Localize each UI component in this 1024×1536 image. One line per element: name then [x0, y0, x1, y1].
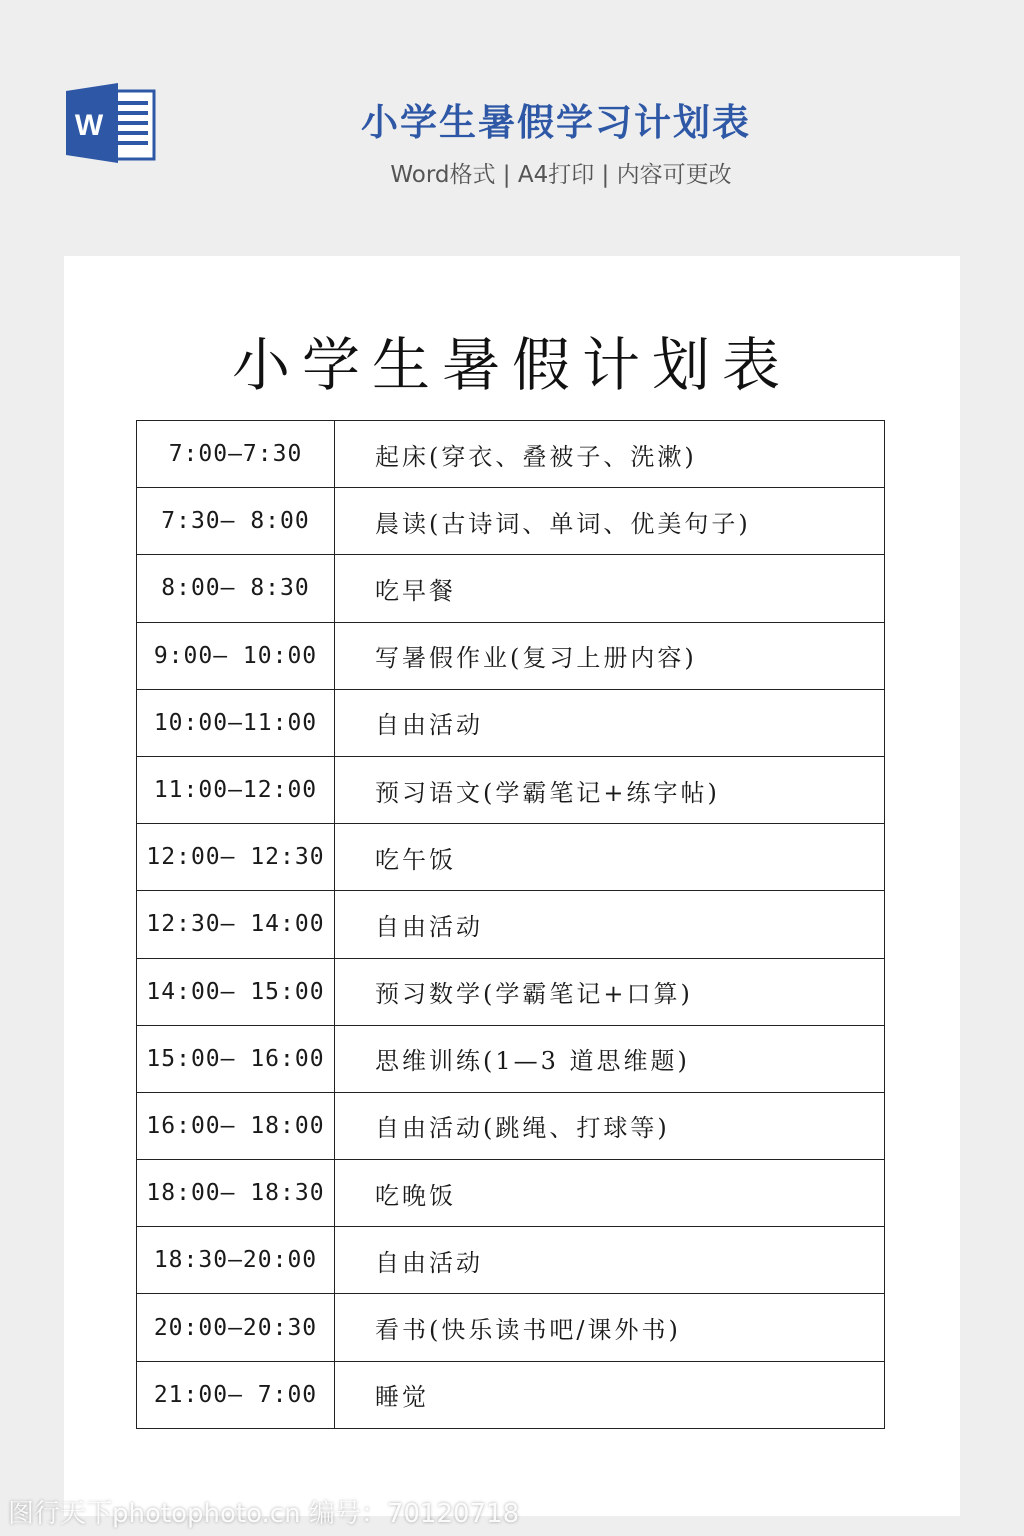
table-row	[137, 958, 885, 1025]
table-row	[137, 421, 885, 488]
time-cell: 8:00— 8:30	[137, 555, 335, 622]
time-cell: 20:00—20:30	[137, 1294, 335, 1361]
word-icon-letter: W	[74, 109, 104, 142]
time-cell: 9:00— 10:00	[137, 622, 335, 689]
time-cell: 15:00— 16:00	[137, 1025, 335, 1092]
activity-cell: 睡觉	[335, 1361, 885, 1428]
activity-cell: 自由活动	[335, 689, 885, 756]
table-row	[137, 1025, 885, 1092]
activity-cell: 自由活动(跳绳、打球等)	[335, 1092, 885, 1159]
activity-cell: 看书(快乐读书吧/课外书)	[335, 1294, 885, 1361]
activity-cell: 吃晚饭	[335, 1160, 885, 1227]
table-row	[137, 1160, 885, 1227]
schedule-table	[136, 420, 885, 1429]
time-cell: 14:00— 15:00	[137, 958, 335, 1025]
activity-cell: 预习数学(学霸笔记+口算)	[335, 958, 885, 1025]
activity-cell: 思维训练(1—3 道思维题)	[335, 1025, 885, 1092]
time-cell: 12:00— 12:30	[137, 824, 335, 891]
activity-cell: 起床(穿衣、叠被子、洗漱)	[335, 421, 885, 488]
table-row	[137, 488, 885, 555]
activity-cell: 自由活动	[335, 891, 885, 958]
activity-cell: 吃早餐	[335, 555, 885, 622]
watermark: 图行天下photophoto.cn 编号：70120718	[8, 1499, 520, 1529]
activity-cell: 写暑假作业(复习上册内容)	[335, 622, 885, 689]
table-row	[137, 622, 885, 689]
time-cell: 10:00—11:00	[137, 689, 335, 756]
activity-cell: 自由活动	[335, 1227, 885, 1294]
table-row	[137, 1294, 885, 1361]
time-cell: 7:30— 8:00	[137, 488, 335, 555]
table-row	[137, 756, 885, 823]
header-subtitle: Word格式 | A4打印 | 内容可更改	[390, 162, 732, 188]
activity-cell: 晨读(古诗词、单词、优美句子)	[335, 488, 885, 555]
time-cell: 21:00— 7:00	[137, 1361, 335, 1428]
table-row	[137, 1361, 885, 1428]
table-row	[137, 891, 885, 958]
table-row	[137, 1092, 885, 1159]
document-title: 小学生暑假计划表	[231, 331, 792, 399]
time-cell: 11:00—12:00	[137, 756, 335, 823]
table-row	[137, 1227, 885, 1294]
table-row	[137, 824, 885, 891]
table-row	[137, 689, 885, 756]
activity-cell: 吃午饭	[335, 824, 885, 891]
activity-cell: 预习语文(学霸笔记+练字帖)	[335, 756, 885, 823]
time-cell: 18:30—20:00	[137, 1227, 335, 1294]
time-cell: 7:00—7:30	[137, 421, 335, 488]
document-sheet	[64, 256, 960, 1516]
time-cell: 16:00— 18:00	[137, 1092, 335, 1159]
time-cell: 12:30— 14:00	[137, 891, 335, 958]
header-title: 小学生暑假学习计划表	[361, 101, 751, 144]
table-row	[137, 555, 885, 622]
time-cell: 18:00— 18:30	[137, 1160, 335, 1227]
